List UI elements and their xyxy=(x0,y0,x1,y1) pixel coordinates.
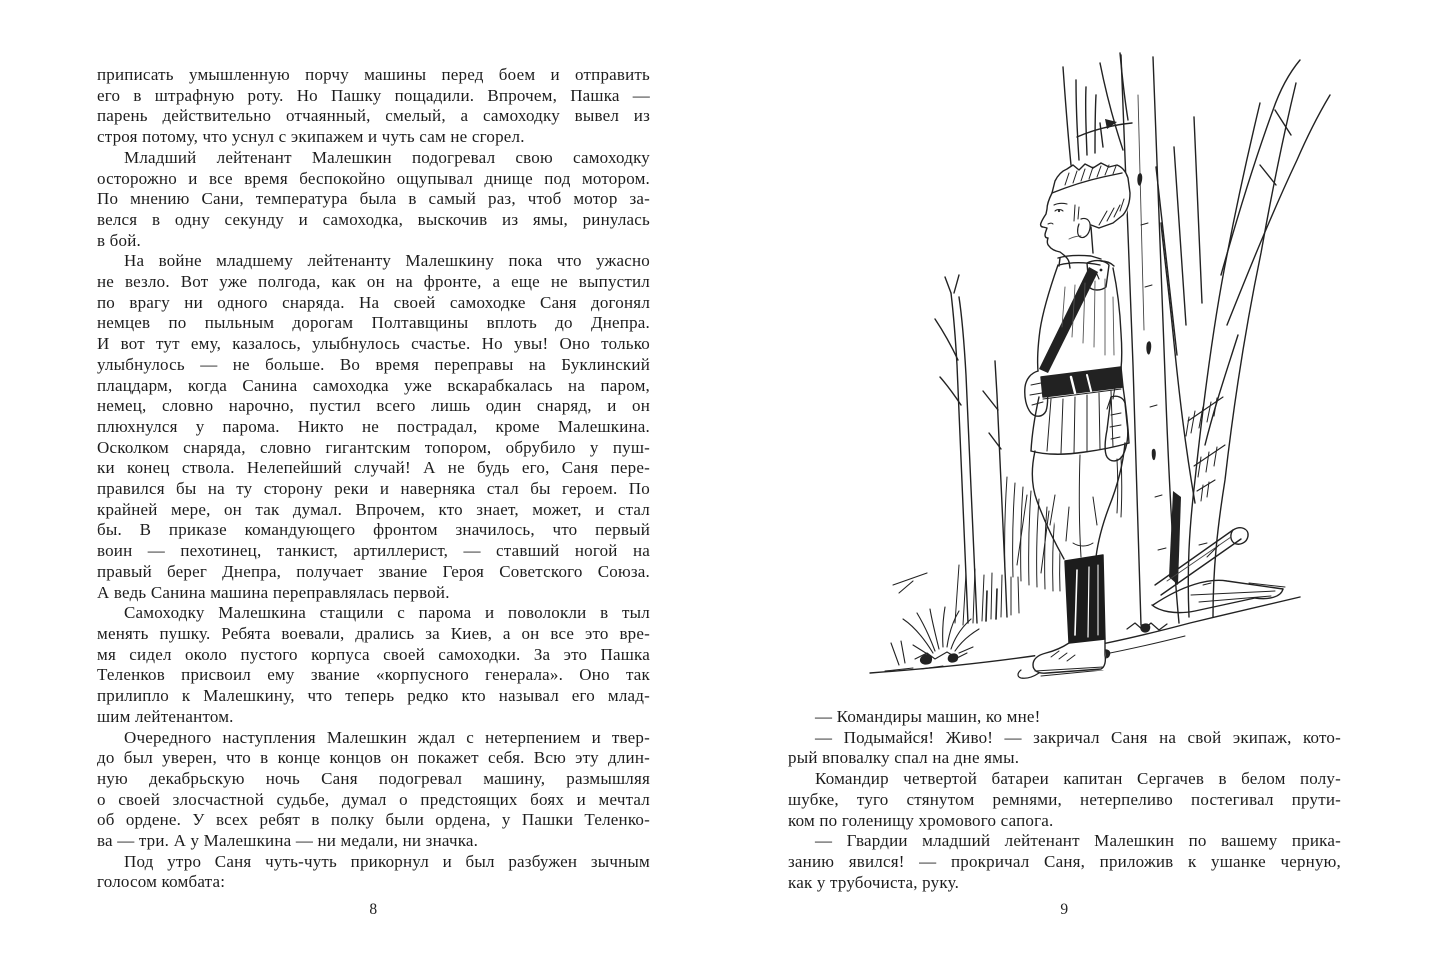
paragraph xyxy=(788,707,1341,728)
text-line: Теленков присвоил ему звание «корпусного генерала». Оно так xyxy=(97,665,650,685)
tree-right xyxy=(1156,60,1330,617)
text-line: до был уверен, что в конце концов он покажет себя. Всю эту длин- xyxy=(97,748,650,768)
text-line: А ведь Санина машина переправлялась первой. xyxy=(97,582,450,602)
text-line: о своей злосчастной судьбе, думал о предстоящих боях и мечтал xyxy=(97,789,650,809)
paragraph xyxy=(97,65,650,148)
text-line: об ордене. У всех ребят в полку были ордена, у Пашки Теленко- xyxy=(97,810,650,830)
text-line: как у трубочиста, руку. xyxy=(788,872,960,892)
text-line: менять пушку. Ребята воевали, дрались за Киев, а он все это вре- xyxy=(97,623,650,643)
text-line: Самоходку Малешкина стащили с парома и поволокли в тыл xyxy=(124,603,650,623)
text-line: прилипло к Малешкину, что теперь редко кто называл его млад- xyxy=(97,686,650,706)
text-line: велся в одну секунду и самоходка, выскочив из ямы, ринулась xyxy=(97,209,650,229)
text-line: его в штрафную роту. Но Пашку пощадили. Впрочем, Пашка — xyxy=(97,85,650,105)
text-line: правый берег Днепра, получает звание Героя Советского Союза. xyxy=(97,561,650,581)
text-line: Командир четвертой батареи капитан Сергачев в белом полу- xyxy=(815,769,1341,789)
text-line: шубке, туго стянутом ремнями, нетерпеливо постегивал прути- xyxy=(788,789,1341,809)
text-line: по врагу ни одного снаряда. На своей самоходке Саня догонял xyxy=(97,292,650,312)
text-line: немец, словно нарочно, пустил всего лишь один снаряд, и он xyxy=(97,396,650,416)
text-line: По мнению Сани, температура была в самый раз, чтоб мотор за- xyxy=(97,189,650,209)
right-page-text xyxy=(788,707,1341,893)
text-line: ком по голенищу хромового сапога. xyxy=(788,810,1054,830)
paragraph xyxy=(788,769,1341,831)
paragraph xyxy=(97,728,650,852)
text-line: рый вповалку спал на дне ямы. xyxy=(788,748,1020,768)
text-line: — Подымайся! Живо! — закричал Саня на свой экипаж, кото- xyxy=(815,727,1341,747)
page-number-right: 9 xyxy=(1060,901,1069,918)
illustration-soldier-sketch xyxy=(855,25,1345,700)
text-line: правился бы на ту сторону реки и наверняка стал бы героем. По xyxy=(97,479,650,499)
text-line: — Гвардии младший лейтенант Малешкин по вашему прика- xyxy=(815,831,1341,851)
text-line: ную декабрьскую ночь Саня подогревал машину, размышляя xyxy=(97,768,650,788)
text-line: — Командиры машин, ко мне! xyxy=(815,707,1041,726)
text-line: Осколком снаряда, словно гигантским топором, обрубило у пуш- xyxy=(97,437,650,457)
text-line: Под утро Саня чуть-чуть прикорнул и был разбужен зычным xyxy=(124,851,650,871)
text-line: ки конец ствола. Нелепейший случай! А не будь его, Саня пере- xyxy=(97,458,650,478)
text-line: И вот тут ему, казалось, улыбнулось счастье. Но увы! Оно только xyxy=(97,334,650,354)
left-page-text xyxy=(97,65,650,893)
text-line: крайней мере, он так думал. Впрочем, кто знает, может, и стал xyxy=(97,499,650,519)
text-line: Очередного наступления Малешкин ждал с нетерпением и твер- xyxy=(124,727,650,747)
paragraph xyxy=(97,852,650,893)
text-line: плюхнулся у парома. Никто не пострадал, кроме Малешкина. xyxy=(97,416,650,436)
text-line: немцев по пыльным дорогам Полтавщины вплоть до Днепра. xyxy=(97,313,650,333)
text-line: шим лейтенантом. xyxy=(97,706,234,726)
text-line: ва — три. А у Малешкина — ни медали, ни значка. xyxy=(97,831,479,851)
soldier-figure xyxy=(1018,162,1131,678)
text-line: улыбнулось — не больше. Во время переправы на Буклинский xyxy=(97,354,650,374)
text-line: На войне младшему лейтенанту Малешкину пока что ужасно xyxy=(124,251,650,271)
text-line: приписать умышленную порчу машины перед боем и отправить xyxy=(97,65,650,84)
text-line: не везло. Вот уже полгода, как он на фронте, а еще не выпустил xyxy=(97,272,650,292)
text-line: мя сидел около пустого корпуса своей самоходки. За это Пашка xyxy=(97,644,650,664)
text-line: плацдарм, когда Санина самоходка уже вскарабкалась на паром, xyxy=(97,375,650,395)
text-line: в бой. xyxy=(97,230,141,250)
saplings xyxy=(935,275,1019,625)
text-line: бы. В приказе командующего фронтом значилось, что первый xyxy=(97,520,650,540)
paragraph xyxy=(788,728,1341,769)
text-line: голосом комбата: xyxy=(97,872,226,892)
paragraph xyxy=(97,603,650,727)
text-line: строя потому, что уснул с экипажем и чуть сам не сгорел. xyxy=(97,127,525,147)
page-number-left: 8 xyxy=(369,901,378,918)
paragraph xyxy=(788,831,1341,893)
paragraph xyxy=(97,251,650,603)
text-line: осторожно и все время беспокойно ощупывал днище под мотором. xyxy=(97,168,650,188)
text-line: занию явился! — прокричал Саня, приложив к ушанке черную, xyxy=(788,851,1341,871)
paragraph xyxy=(97,148,650,252)
text-line: воин — пехотинец, танкист, артиллерист, — ставший ногой на xyxy=(97,541,650,561)
text-line: Младший лейтенант Малешкин подогревал свою самоходку xyxy=(124,147,650,167)
text-line: парень действительно отчаянный, смелый, а самоходку вывел из xyxy=(97,106,650,126)
